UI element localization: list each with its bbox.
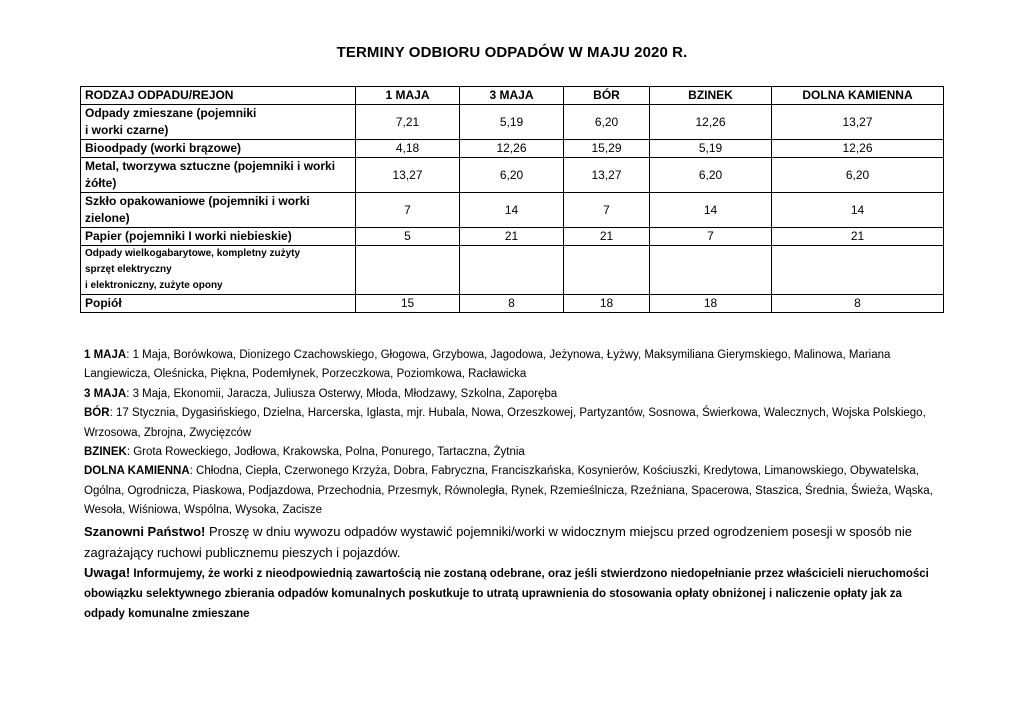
- row-label-line: żółte): [85, 176, 117, 190]
- row-label: [81, 228, 356, 246]
- row-label-line: zielone): [85, 211, 130, 225]
- notice-paragraph: [84, 521, 944, 563]
- row-label-line: Metal, tworzywa sztuczne (pojemniki i worki: [85, 159, 336, 173]
- row-label-line: sprzęt elektryczny: [85, 264, 172, 275]
- column-header-3-maja: 3 MAJA: [460, 87, 564, 105]
- table-cell: 5,19: [650, 140, 772, 158]
- table-row: [81, 140, 944, 158]
- table-cell: 18: [564, 295, 650, 313]
- table-cell: 7: [564, 193, 650, 228]
- table-cell: 14: [772, 193, 944, 228]
- region-streets-bzinek: [84, 443, 944, 462]
- region-streets-3-maja: [84, 385, 944, 404]
- row-label: [81, 158, 356, 193]
- table-row: [81, 193, 944, 228]
- table-cell: 7: [356, 193, 460, 228]
- row-label: [81, 246, 356, 295]
- table-cell: 13,27: [356, 158, 460, 193]
- table-cell: 12,26: [650, 105, 772, 140]
- warning-paragraph: [84, 563, 944, 624]
- row-label: [81, 193, 356, 228]
- table-cell: [356, 246, 460, 295]
- row-label-line: Odpady wielkogabarytowe, kompletny zużyty: [85, 248, 301, 259]
- region-street-list: : 1 Maja, Borówkowa, Dionizego Czachowskiego, Głogowa, Grzybowa, Jagodowa, Jeżynowa, Łyżwy, Maksymiliana Gierymskiego, Malinowa, Mariana Langiewicza, Oleśnicka, Piękna, Podemłynek, Porzeczkowa, Poziomkowa, Racławicka: [84, 349, 891, 381]
- table-cell: 4,18: [356, 140, 460, 158]
- region-street-list: : 17 Stycznia, Dygasińskiego, Dzielna, Harcerska, Iglasta, mjr. Hubala, Nowa, Orzeszkowej, Partyzantów, Sosnowa, Świerkowa, Walecznych, Wojska Polskiego, Wrzosowa, Zbrojna, Zwycięzców: [84, 407, 926, 439]
- document-title: TERMINY ODBIORU ODPADÓW W MAJU 2020 R.: [336, 44, 688, 61]
- table-cell: 5,19: [460, 105, 564, 140]
- table-cell: 5: [356, 228, 460, 246]
- column-header-bor: BÓR: [564, 87, 650, 105]
- notes-section: [84, 346, 944, 624]
- region-name: DOLNA KAMIENNA: [84, 465, 190, 478]
- table-cell: 6,20: [772, 158, 944, 193]
- region-street-list: : Chłodna, Ciepła, Czerwonego Krzyża, Dobra, Fabryczna, Franciszkańska, Kosynierów, Kościuszki, Kredytowa, Limanowskiego, Obywatelska, Ogólna, Ogrodnicza, Piaskowa, Podjazdowa, Przechodnia, Przesmyk, Równoległa, Rynek, Rzemieślnicza, Rzeźniana, Spacerowa, Staszica, Średnia, Świeża, Wąska, Wesoła, Wiśniowa, Wspólna, Wysoka, Zacisze: [84, 465, 933, 517]
- table-cell: [564, 246, 650, 295]
- table-cell: 21: [772, 228, 944, 246]
- table-cell: 12,26: [460, 140, 564, 158]
- table-cell: 21: [460, 228, 564, 246]
- region-street-list: : 3 Maja, Ekonomii, Jaracza, Juliusza Osterwy, Młoda, Młodzawy, Szkolna, Zaporęba: [126, 387, 558, 400]
- column-header-waste-type: RODZAJ ODPADU/REJON: [81, 87, 356, 105]
- table-cell: 21: [564, 228, 650, 246]
- notice-text: Proszę w dniu wywozu odpadów wystawić pojemniki/worki w widocznym miejscu przed ogrodzeniem posesji w sposób nie zagrażający ruchowi publicznemu pieszych i pojazdów.: [84, 523, 912, 560]
- table-row: [81, 228, 944, 246]
- table-row: [81, 158, 944, 193]
- column-header-dolna-kamienna: DOLNA KAMIENNA: [772, 87, 944, 105]
- column-header-1-maja: 1 MAJA: [356, 87, 460, 105]
- table-cell: [772, 246, 944, 295]
- table-cell: 6,20: [564, 105, 650, 140]
- region-streets-dolna-kamienna: [84, 462, 944, 520]
- region-streets-bor: [84, 404, 944, 443]
- row-label-line: Papier (pojemniki I worki niebieskie): [85, 229, 292, 243]
- table-cell: 6,20: [650, 158, 772, 193]
- table-cell: [460, 246, 564, 295]
- table-cell: 14: [650, 193, 772, 228]
- row-label-line: Popiół: [85, 296, 122, 310]
- region-name: BÓR: [84, 407, 110, 420]
- row-label: [81, 140, 356, 158]
- table-cell: 7: [650, 228, 772, 246]
- region-name: 3 MAJA: [84, 387, 127, 400]
- row-label: [81, 295, 356, 313]
- table-cell: 13,27: [564, 158, 650, 193]
- table-cell: 8: [460, 295, 564, 313]
- region-streets-1-maja: [84, 346, 944, 385]
- row-label-line: Szkło opakowaniowe (pojemniki i worki: [85, 194, 310, 208]
- region-name: BZINEK: [84, 446, 127, 459]
- table-cell: 15: [356, 295, 460, 313]
- region-street-list: : Grota Roweckiego, Jodłowa, Krakowska, Polna, Ponurego, Tartaczna, Żytnia: [126, 446, 525, 459]
- row-label-line: Odpady zmieszane (pojemniki: [85, 106, 257, 120]
- table-cell: 7,21: [356, 105, 460, 140]
- warning-text: Informujemy, że worki z nieodpowiednią zawartością nie zostaną odebrane, oraz jeśli stwierdzono niedopełnianie przez właścicieli nieruchomości obowiązku selektywnego zbierania odpadów komunalnych poskutkuje to utratą uprawnienia do stosowania opłaty obniżonej i naliczenie opłaty jak za odpady komunalne zmieszane: [84, 567, 929, 620]
- table-header-row: [81, 87, 944, 105]
- table-row: [81, 246, 944, 295]
- notice-lead: Szanowni Państwo!: [84, 523, 206, 539]
- table-cell: [650, 246, 772, 295]
- region-name: 1 MAJA: [84, 349, 127, 361]
- table-cell: 12,26: [772, 140, 944, 158]
- row-label-line: Bioodpady (worki brązowe): [85, 141, 242, 155]
- column-header-bzinek: BZINEK: [650, 87, 772, 105]
- table-row: [81, 295, 944, 313]
- collection-schedule-table: [80, 86, 944, 313]
- row-label-line: i elektroniczny, zużyte opony: [85, 280, 223, 291]
- warning-lead: Uwaga!: [84, 564, 131, 580]
- table-cell: 6,20: [460, 158, 564, 193]
- table-cell: 14: [460, 193, 564, 228]
- table-cell: 18: [650, 295, 772, 313]
- table-cell: 15,29: [564, 140, 650, 158]
- row-label: [81, 105, 356, 140]
- table-row: [81, 105, 944, 140]
- table-cell: 13,27: [772, 105, 944, 140]
- row-label-line: i worki czarne): [85, 123, 169, 137]
- table-cell: 8: [772, 295, 944, 313]
